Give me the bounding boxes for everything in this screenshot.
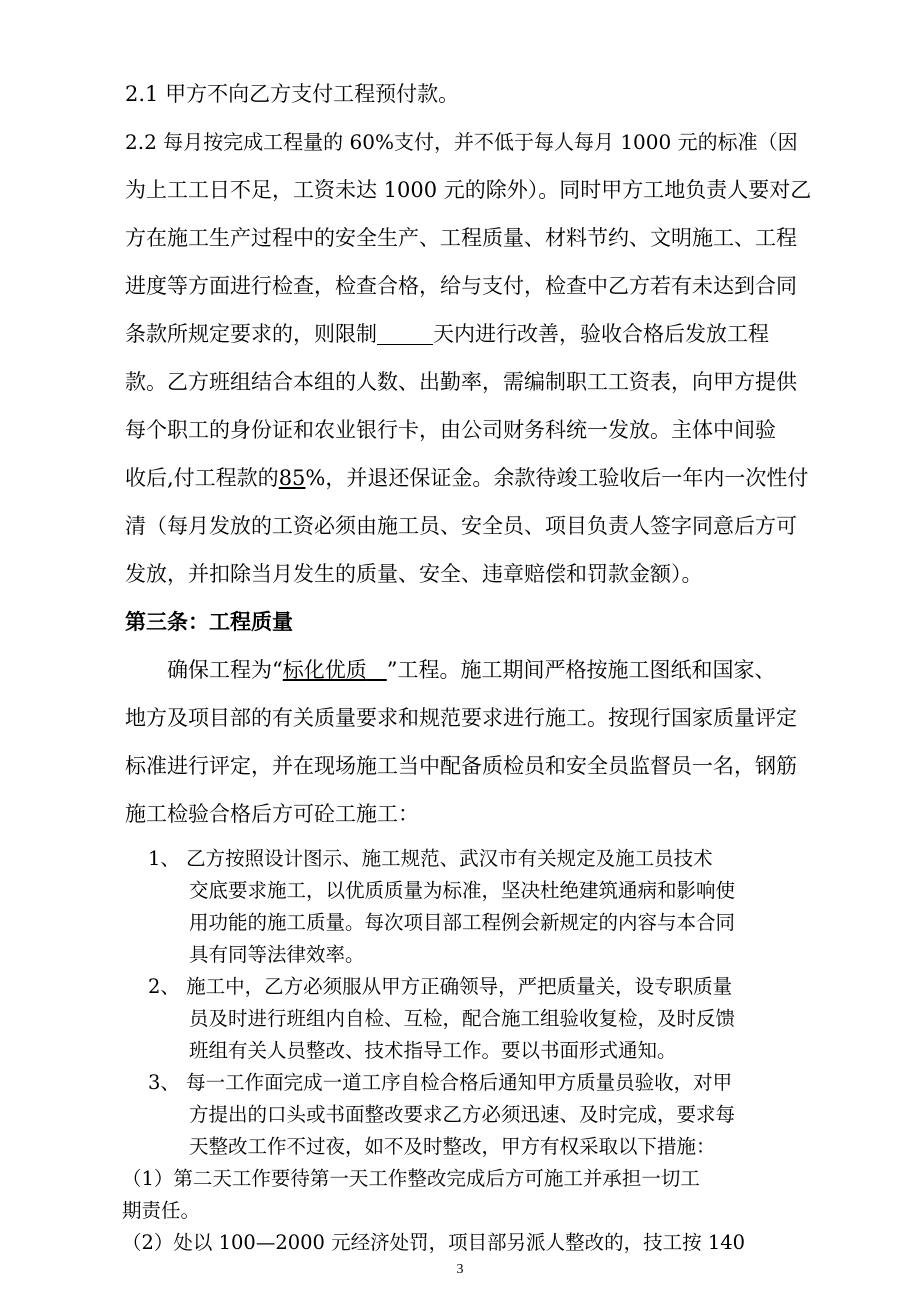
section-3-intro-line-3: 标准进行评定，并在现场施工当中配备质检员和安全员监督员一名，钢筋 <box>125 754 797 778</box>
item-3-line-2: 方提出的口头或书面整改要求乙方必须迅速、及时完成，要求每 <box>189 1103 736 1126</box>
clause-2-2-line-9: 清（每月发放的工资必须由施工员、安全员、项目负责人签字同意后方可 <box>125 514 797 538</box>
clause-2-2-line-8 <box>125 464 808 492</box>
item-1-line-4: 具有同等法律效率。 <box>189 943 365 966</box>
clause-2-2-line-6: 款。乙方班组结合本组的人数、出勤率，需编制职工工资表，向甲方提供 <box>125 370 797 394</box>
page-number: 3 <box>456 1262 464 1277</box>
clause-2-2-line-4: 进度等方面进行检查，检查合格，给与支付，检查中乙方若有未达到合同 <box>125 274 797 298</box>
clause-2-2-line-5 <box>125 320 769 348</box>
item-2-line-2: 员及时进行班组内自检、互检，配合施工组验收复检，及时反馈 <box>189 1007 736 1030</box>
payment-percent: 85 <box>278 466 306 490</box>
clause-2-2-line-10: 发放，并扣除当月发生的质量、安全、违章赔偿和罚款金额）。 <box>125 562 703 586</box>
section-3-heading: 第三条：工程质量 <box>125 609 293 634</box>
section-3-intro-line-2: 地方及项目部的有关质量要求和规范要求进行施工。按现行国家质量评定 <box>125 706 797 730</box>
sub-item-1-line-1: （1）第二天工作要待第一天工作整改完成后方可施工并承担一切工 <box>122 1167 700 1190</box>
clause-2-2-line-1: 2.2 每月按完成工程量的 60%支付，并不低于每人每月 1000 元的标准（因 <box>125 130 798 154</box>
sub-item-1-line-2: 期责任。 <box>122 1199 201 1222</box>
item-2-line-3: 班组有关人员整改、技术指导工作。要以书面形式通知。 <box>189 1039 677 1062</box>
clause-2-2-line-3: 方在施工生产过程中的安全生产、工程质量、材料节约、文明施工、工程 <box>125 226 797 250</box>
line5-before: 条款所规定要求的，则限制 <box>125 322 377 346</box>
intro-b: ”工程。施工期间严格按施工图纸和国家、 <box>386 658 776 682</box>
quality-target-text: 标化优质 <box>282 658 367 682</box>
clause-2-1: 2.1 甲方不向乙方支付工程预付款。 <box>125 82 460 106</box>
item-1-line-1: 1、 乙方按照设计图示、施工规范、武汉市有关规定及施工员技术 <box>148 847 713 870</box>
line8-b: %，并退还保证金。余款待竣工验收后一年内一次性付 <box>305 466 809 490</box>
item-3-line-3: 天整改工作不过夜，如不及时整改，甲方有权采取以下措施： <box>189 1135 716 1158</box>
days-blank <box>377 322 433 345</box>
clause-2-2-line-7: 每个职工的身份证和农业银行卡，由公司财务科统一发放。主体中间验 <box>125 418 776 442</box>
sub-item-2-line-1: （2）处以 100—2000 元经济处罚，项目部另派人整改的，技工按 140 <box>122 1231 746 1254</box>
section-3-intro-line-4: 施工检验合格后方可砼工施工： <box>125 802 419 826</box>
item-1-line-2: 交底要求施工，以优质质量为标准，坚决杜绝建筑通病和影响使 <box>189 879 736 902</box>
item-3-line-1: 3、 每一工作面完成一道工序自检合格后通知甲方质量员验收，对甲 <box>148 1071 733 1094</box>
line5-after: 天内进行改善，验收合格后发放工程 <box>433 322 769 346</box>
item-2-line-1: 2、 施工中，乙方必须服从甲方正确领导，严把质量关，设专职质量 <box>148 975 733 998</box>
line8-a: 收后,付工程款的 <box>125 466 279 490</box>
intro-a: 确保工程为“ <box>167 658 283 682</box>
section-3-intro-line-1 <box>167 656 776 684</box>
item-1-line-3: 用功能的施工质量。每次项目部工程例会新规定的内容与本合同 <box>189 911 736 934</box>
clause-2-2-line-2: 为上工工日不足，工资未达 1000 元的除外）。同时甲方工地负责人要对乙 <box>125 178 812 202</box>
quality-target <box>283 658 387 682</box>
